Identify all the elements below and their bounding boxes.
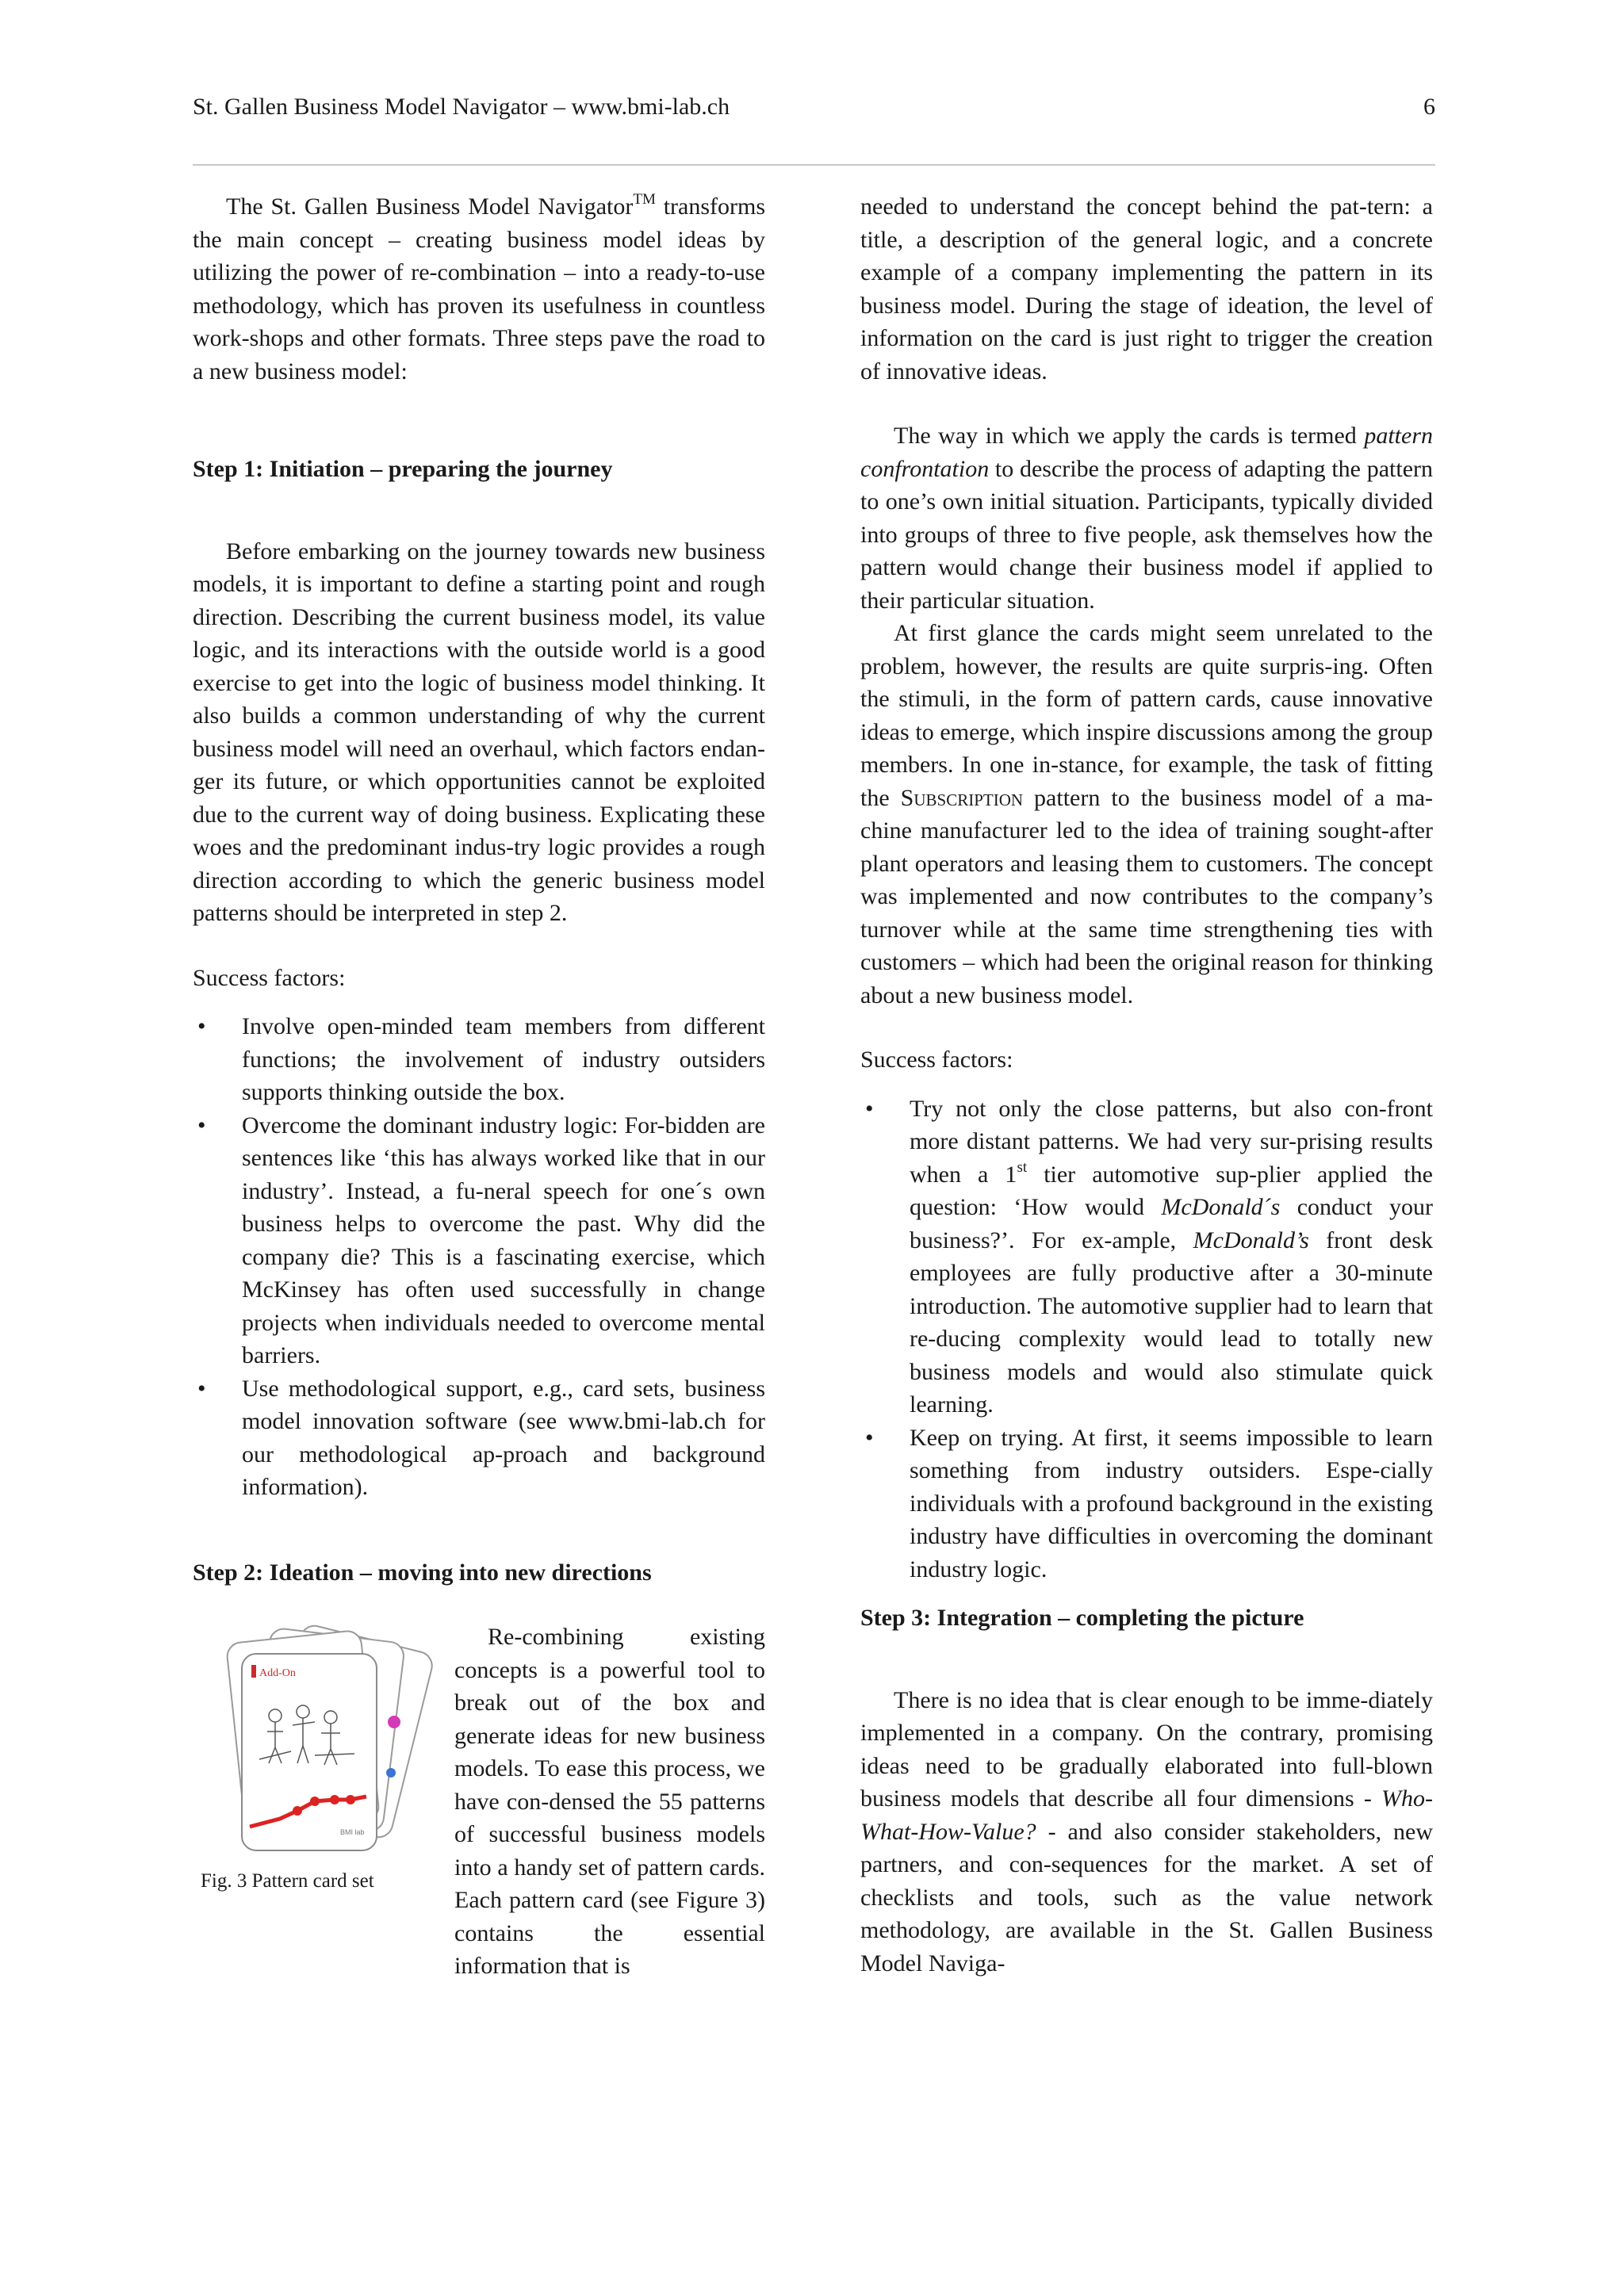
step1-heading: Step 1: Initiation – preparing the journey [193,456,613,482]
card-title: Add-On [259,1667,296,1679]
header-rule [193,164,1435,166]
front-card [242,1654,377,1850]
list-item: • Keep on trying. At first, it seems impossible to learn something from industry outsiders. Espe-cially individuals with a profound background in the existing industry have difficulties in overcoming the dominant industry logic. [860,1422,1433,1586]
trademark-sup: TM [633,191,656,208]
step2-heading: Step 2: Ideation – moving into new directions [193,1559,652,1586]
right-column [860,190,1433,1980]
intro-text-a: The St. Gallen Business Model Navigator [226,193,634,220]
step3-paragraph: There is no idea that is clear enough to be imme-diately implemented in a company. On the contrary, promising ideas need to be gradually elaborated into full-blown business models that describe all four dimensions - Who-What-How-Value? - and also consider stakeholders, new partners, and con-sequences for the market. A set of checklists and tools, such as the value network methodology, are available in the St. Gallen Business Model Naviga- [860,1686,1433,1976]
success-factors-label: Success factors: [193,964,346,991]
step2-paragraph: Re-combining existing concepts is a powerful tool to break out of the box and generate ideas for new business models. To ease this process, we have con-densed the 55 patterns of successful business models into a handy set of pattern cards. Each pattern card (see Figure 3) contains the essential information that is [454,1624,765,1979]
p2-emphasis: pattern confrontation [860,423,1433,482]
intro-text-b: transforms the main concept – creating business model ideas by utilizing the power of re-combination – into a ready-to-use methodology, which has proven its usefulness in countless work-shops and other formats. Three steps pave the road to a new business model: [193,193,765,385]
page-number: 6 [1423,94,1435,120]
figure-caption: Fig. 3 Pattern card set [201,1870,374,1892]
pattern-confrontation-paragraph [860,419,1433,617]
left-column [193,190,765,1983]
p3-text-b: pattern to the business model of a ma-chine manufacturer led to the idea of training sought-after plant operators and leasing them to customers. The concept was implemented and now contributes to the company’s turnover while at the same time strengthening ties with customers – which had been the original reason for thinking about a new business model. [860,784,1433,1008]
success-factors-label-right: Success factors: [860,1047,1013,1073]
list-item: • Use methodological support, e.g., card sets, business model innovation software (see www.bmi-lab.ch for our methodological ap-proach and background information). [193,1372,765,1504]
step3-heading: Step 3: Integration – completing the picture [860,1605,1304,1631]
ordinal-sup: st [1017,1158,1028,1176]
p2-text-b: to describe the process of adapting the pattern to one’s own initial situation. Participants, typically divided into groups of three to five people, ask themselves how the pattern would change their business model if applied to their particular situation. [860,455,1433,614]
pattern-card-figure [193,1621,446,1954]
step2-success-list [860,1093,1433,1586]
step1-paragraph: Before embarking on the journey towards new business models, it is important to define a starting point and rough direction. Describing the current business model, its value logic, and its interactions with the outside world is a good exercise to get into the logic of business model thinking. It also builds a common understanding of why the current business model will need an overhaul, which factors endan-ger its future, or which opportunities cannot be exploited due to the current way of doing business. Explicating these woes and the predominant indus-try logic provides a rough direction according to which the generic business model patterns should be interpreted in step 2. [193,538,765,926]
continued-paragraph: needed to understand the concept behind the pat-tern: a title, a description of the general logic, and a concrete example of a company implementing the pattern in its business model. During the stage of ideation, the level of information on the card is just right to trigger the creation of innovative ideas. [860,193,1433,385]
running-title: St. Gallen Business Model Navigator – www.bmi-lab.ch [193,94,730,120]
pattern-card-illustration [204,1621,434,1858]
list-item: • Involve open-minded team members from different functions; the involvement of industry outsiders supports thinking outside the box. [193,1010,765,1109]
intro-paragraph [193,190,765,388]
subscription-pattern-name: Subscription [900,784,1024,811]
first-glance-paragraph [860,617,1433,1012]
step2-block [193,1621,765,1983]
step1-success-list [193,1010,765,1504]
card-logo: BMI lab [340,1828,365,1836]
list-item: • Overcome the dominant industry logic: For-bidden are sentences like ‘this has always worked like that in our industry’. Instead, a fu-neral speech for one´s own business helps to overcome the past. Why did the company die? This is a fascinating exercise, which McKinsey has often used successfully in change projects when individuals needed to overcome mental barriers. [193,1109,765,1372]
list-item: • Try not only the close patterns, but also con-front more distant patterns. We had very sur-prising results when a 1st tier automotive sup-plier applied the question: ‘How would McDonald´s conduct your business?’. For ex-ample, McDonald’s front desk employees are fully productive after a 30-minute introduction. The automotive supplier had to learn that re-ducing complexity would lead to totally new business models and would also stimulate quick learning. [860,1093,1433,1422]
p2-text-a: The way in which we apply the cards is termed [894,423,1365,449]
running-header [193,94,1435,132]
p3-text-a: At first glance the cards might seem unrelated to the problem, however, the results are quite surpris-ing. Often the stimuli, in the form of pattern cards, cause innovative ideas to emerge, which inspire discussions among the group members. In one in-stance, for example, the task of fitting the [860,620,1433,811]
